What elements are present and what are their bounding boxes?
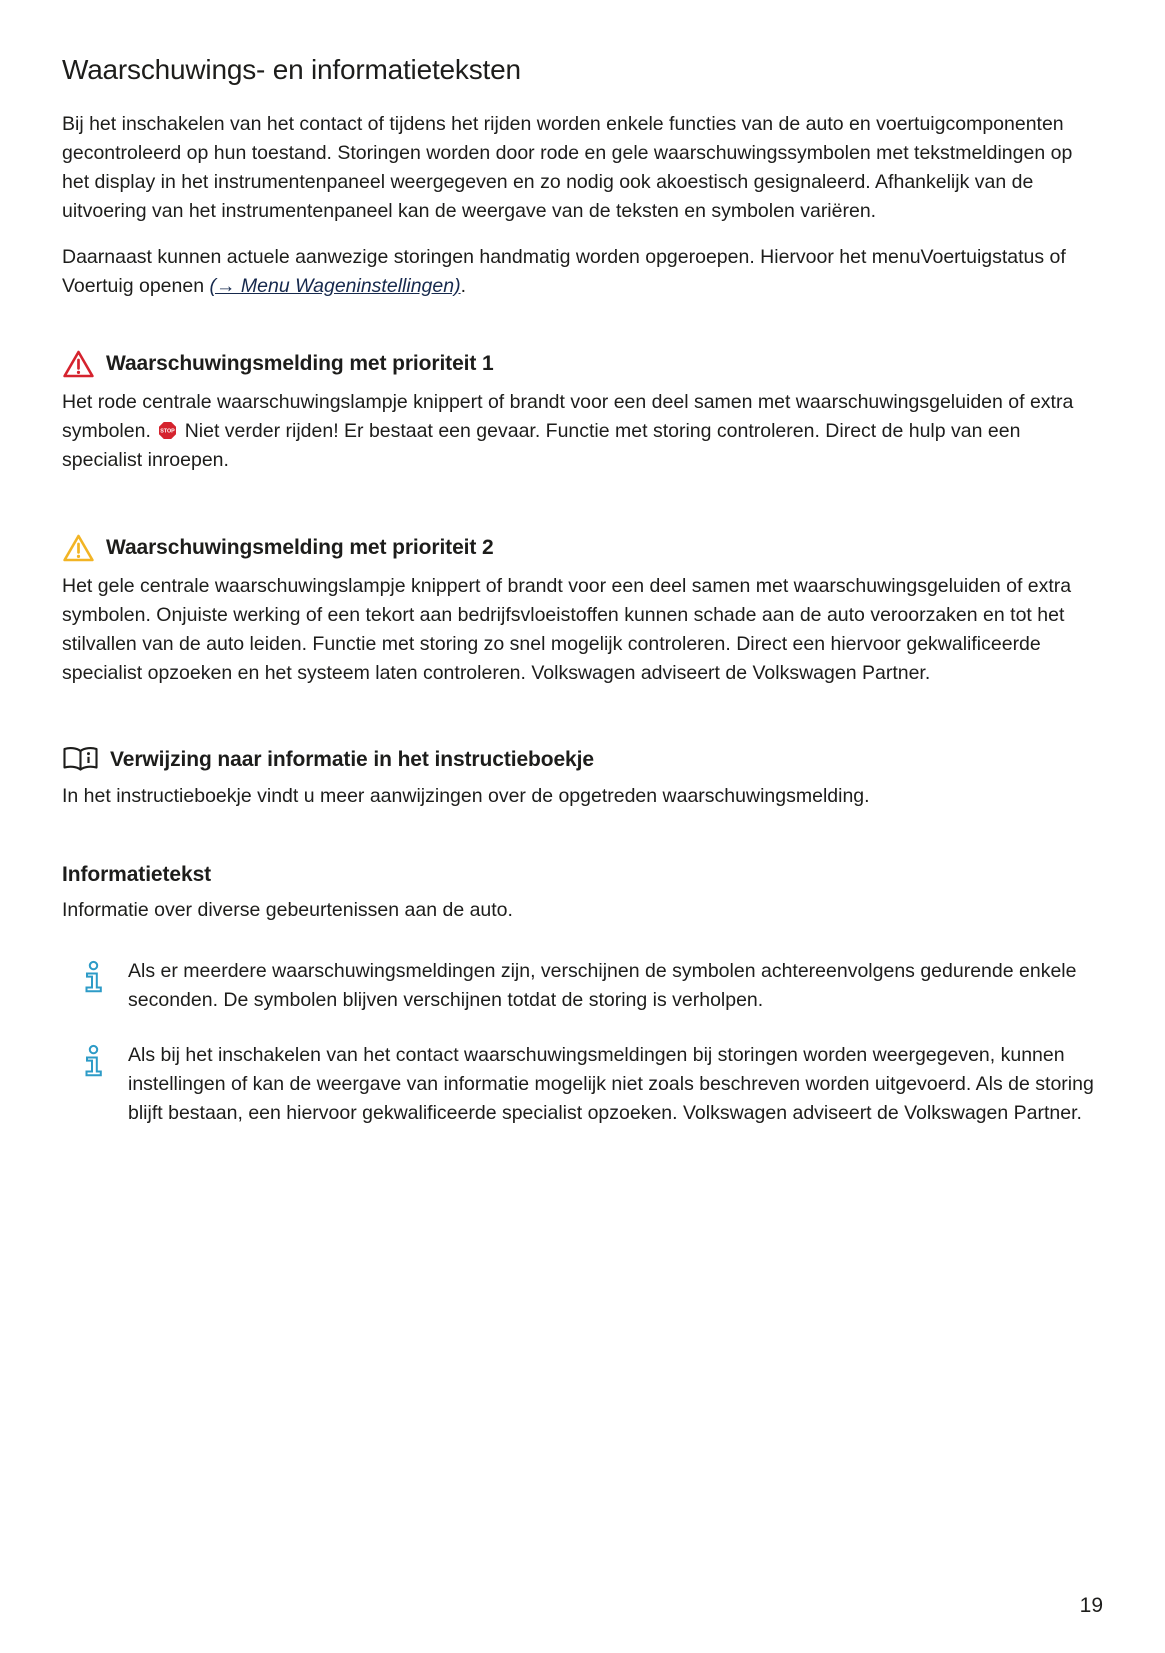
warning-triangle-red-icon — [62, 349, 95, 379]
section-body-booklet: In het instructieboekje vindt u meer aanwijzingen over de opgetreden waarschuwingsmelding. — [62, 785, 870, 807]
section-warning-priority-2 — [62, 533, 1103, 688]
open-book-info-icon — [62, 746, 99, 773]
section-body-priority-2: Het gele centrale waarschuwingslampje knippert of brandt voor een deel samen met waarschuwingsgeluiden of extra symbolen. Onjuiste werking of een tekort aan bedrijfsvloeistoffen kunnen schade aan de auto veroorzaken en tot het stilvallen van de auto leiden. Functie met storing zo snel mogelijk controleren. Direct een hiervoor gekwalificeerde specialist opzoeken en het systeem laten controleren. Volkswagen adviseert de Volkswagen Partner. — [62, 575, 1072, 684]
svg-text:STOP: STOP — [160, 428, 176, 435]
section-heading-priority-1: Waarschuwingsmelding met prioriteit 1 — [106, 352, 494, 375]
priority-1-text-after-stop: Niet verder rijden! Er bestaat een gevaar. Functie met storing controleren. Direct de hulp van een specialist inroepen. — [62, 420, 1021, 471]
intro-paragraph-2 — [62, 243, 1103, 301]
intro-paragraph-2-period: . — [460, 275, 466, 297]
info-i-icon — [79, 960, 106, 998]
intro-paragraph-2-text: Daarnaast kunnen actuele aanwezige storingen handmatig worden opgeroepen. Hiervoor het menuVoertuigstatus of Voertuig openen — [62, 246, 1066, 297]
section-body-infotext: Informatie over diverse gebeurtenissen aan de auto. — [62, 899, 513, 921]
section-booklet-reference — [62, 746, 1103, 811]
info-list-item-1 — [62, 957, 1103, 1015]
section-body-priority-1 — [62, 388, 1103, 475]
info-list-item-2 — [62, 1041, 1103, 1128]
section-heading-priority-2: Waarschuwingsmelding met prioriteit 2 — [106, 536, 494, 559]
priority-1-text-before-stop: Het rode centrale waarschuwingslampje knippert of brandt voor een deel samen met waarschuwingsgeluiden of extra symbolen. — [62, 391, 1074, 442]
section-warning-priority-1 — [62, 349, 1103, 475]
section-heading-infotext: Informatietekst — [62, 863, 212, 886]
page-number: 19 — [1079, 1594, 1103, 1617]
section-heading-booklet: Verwijzing naar informatie in het instructieboekje — [110, 747, 594, 771]
stop-sign-icon — [158, 421, 177, 440]
info-i-icon — [79, 1044, 106, 1082]
page-title: Waarschuwings- en informatieteksten — [62, 54, 521, 85]
warning-triangle-yellow-icon — [62, 533, 95, 563]
info-item-text: Als er meerdere waarschuwingsmeldingen zijn, verschijnen de symbolen achtereenvolgens gedurende enkele seconden. De symbolen blijven verschijnen totdat de storing is verholpen. — [128, 960, 1077, 1011]
intro-paragraph-1: Bij het inschakelen van het contact of tijdens het rijden worden enkele functies van de auto en voertuigcomponenten gecontroleerd op hun toestand. Storingen worden door rode en gele waarschuwingssymbolen met tekstmeldingen op het display in het instrumentenpaneel weergegeven en zo nodig ook akoestisch gesignaleerd. Afhankelijk van de uitvoering van het instrumentenpaneel kan de weergave van de teksten en symbolen variëren. — [62, 113, 1073, 222]
menu-wageninstellingen-link[interactable]: (→ Menu Wageninstellingen) — [209, 275, 461, 297]
info-list — [62, 957, 1103, 1128]
info-item-text: Als bij het inschakelen van het contact waarschuwingsmeldingen bij storingen worden weergegeven, kunnen instellingen of kan de weergave van informatie mogelijk niet zoals beschreven worden uitgevoerd. Als de storing blijft bestaan, een hiervoor gekwalificeerde specialist opzoeken. Volkswagen adviseert de Volkswagen Partner. — [128, 1044, 1094, 1124]
section-infotext — [62, 863, 1103, 925]
